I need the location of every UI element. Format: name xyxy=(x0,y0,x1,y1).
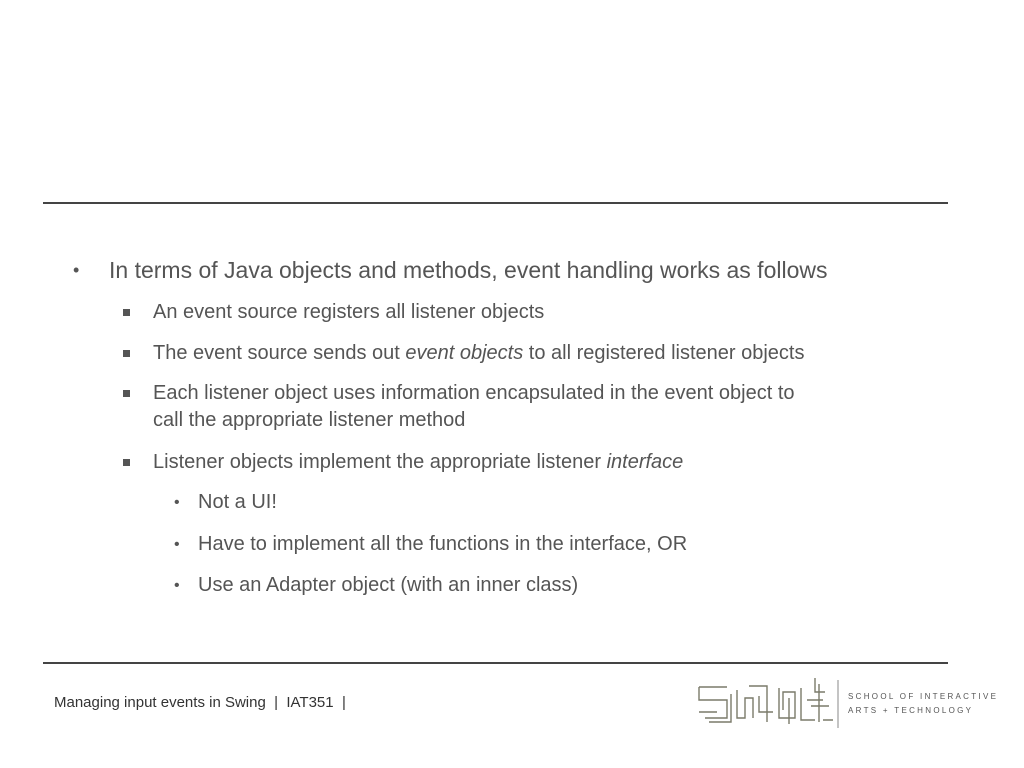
main-bullet xyxy=(73,256,949,284)
bullet-dot: • xyxy=(174,494,180,511)
sub-sub-bullet-1 xyxy=(174,489,898,516)
square-bullet xyxy=(123,459,130,466)
sub-bullet-1 xyxy=(153,299,903,326)
bullet-dot: • xyxy=(174,536,180,553)
siat-logo-icon xyxy=(697,676,987,732)
sub-bullet-2 xyxy=(153,340,903,367)
bottom-divider xyxy=(43,662,948,664)
logo-text-line2: ARTS + TECHNOLOGY xyxy=(848,706,974,715)
sub-bullet-text-pre: Listener objects implement the appropriate listener xyxy=(153,451,607,473)
sub-bullet-emphasis: event objects xyxy=(405,342,524,364)
sub-sub-bullet-text: Not a UI! xyxy=(198,491,277,513)
sub-bullet-text-pre: The event source sends out xyxy=(153,342,406,364)
bullet-dot: • xyxy=(174,577,180,594)
sub-bullet-text-line2: call the appropriate listener method xyxy=(153,409,466,431)
sub-bullet-3 xyxy=(153,380,903,434)
square-bullet xyxy=(123,309,130,316)
sub-bullet-text-line1: Each listener object uses information encapsulated in the event object to xyxy=(153,382,795,404)
square-bullet xyxy=(123,390,130,397)
sub-bullet-text: An event source registers all listener objects xyxy=(153,301,545,323)
logo-text-line1: SCHOOL OF INTERACTIVE xyxy=(848,692,999,701)
sub-sub-bullet-3 xyxy=(174,572,898,599)
top-divider xyxy=(43,202,948,204)
sub-bullet-emphasis: interface xyxy=(606,451,684,473)
sub-bullet-4 xyxy=(153,449,903,476)
main-bullet-text: In terms of Java objects and methods, event handling works as follows xyxy=(109,257,828,283)
sub-sub-bullet-2 xyxy=(174,531,898,558)
sub-sub-bullet-text: Use an Adapter object (with an inner class) xyxy=(198,574,579,596)
square-bullet xyxy=(123,350,130,357)
sub-bullet-text-post: to all registered listener objects xyxy=(523,342,805,364)
bullet-dot: • xyxy=(73,260,80,280)
sub-sub-bullet-text: Have to implement all the functions in the interface, OR xyxy=(198,533,688,555)
footer-text: Managing input events in Swing | IAT351 | xyxy=(54,694,346,711)
